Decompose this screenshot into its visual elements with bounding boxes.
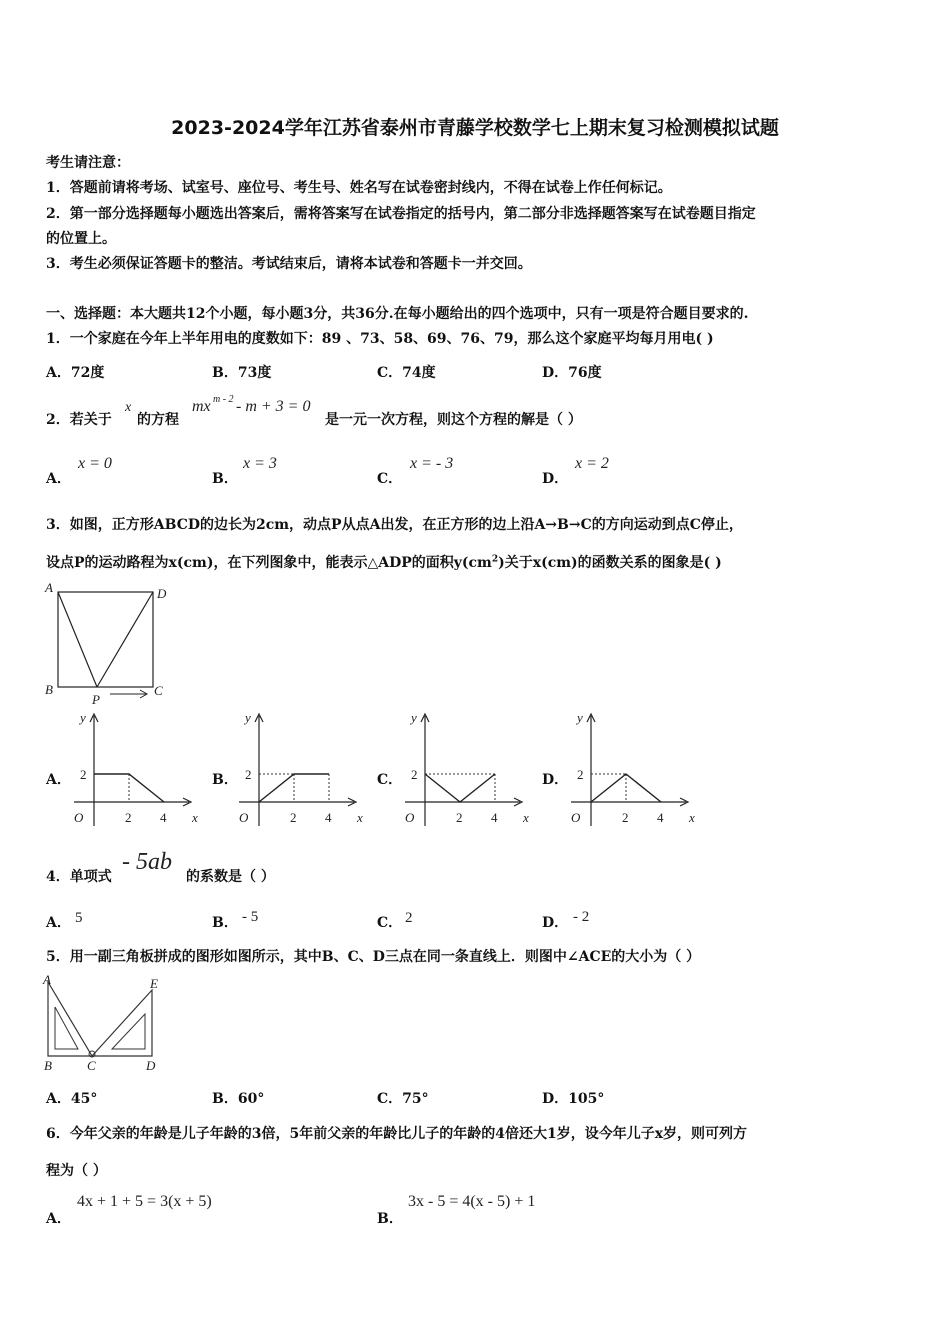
question-3-line1: 3．如图，正方形ABCD的边长为2cm，动点P从点A出发，在正方形的边上沿A→B→C的方向运动到点C停止， [46,517,743,533]
q4-option-c-value: 2 [405,910,413,926]
q2-option-a[interactable]: A． [46,471,71,487]
fig-label-c: C [87,1058,96,1073]
q3-square-figure [40,582,180,707]
q2-option-c-value: x = - 3 [410,455,454,472]
q1-option-c[interactable]: C．74度 [377,365,436,381]
y-axis-label: y [411,710,417,725]
question-2-stem-c: 是一元一次方程，则这个方程的解是（ ） [325,412,582,428]
question-6-line1: 6．今年父亲的年龄是儿子年龄的3倍，5年前父亲的年龄比儿子的年龄的4倍还大1岁，设今年儿子x岁，则可列方 [46,1126,748,1142]
notice-item: 1．答题前请将考场、试室号、座位号、考生号、姓名写在试卷密封线内，不得在试卷上作任何标记。 [46,180,672,196]
square-label-b: B [45,682,53,697]
question-1-stem: 1．一个家庭在今年上半年用电的度数如下：89 、73、58、69、76、79，那么这个家庭平均每月用电( ) [46,331,714,347]
q6-option-a-value: 4x + 1 + 5 = 3(x + 5) [77,1193,212,1210]
q5-option-c[interactable]: C．75° [377,1091,429,1107]
y-axis-label: y [245,710,251,725]
x-tick-label: 4 [325,810,332,825]
q1-option-d[interactable]: D．76度 [542,365,602,381]
question-4-stem-a: 4．单项式 [46,869,112,885]
q1-option-b[interactable]: B．73度 [212,365,272,381]
q6-option-b-value: 3x - 5 = 4(x - 5) + 1 [408,1193,536,1210]
q5-option-b[interactable]: B．60° [212,1091,265,1107]
q2-variable: x [125,400,132,415]
q3-option-b[interactable]: B． [212,772,238,788]
x-tick-label: 2 [290,810,297,825]
q2-equation-exponent: m - 2 [213,394,234,405]
q2-option-b[interactable]: B． [212,471,238,487]
x-axis-label: x [523,810,529,825]
page-title: 2023-2024学年江苏省泰州市青藤学校数学七上期末复习检测模拟试题 [171,117,779,139]
y-tick-label: 2 [577,767,584,782]
y-tick-label: 2 [411,767,418,782]
q3-option-c[interactable]: C． [377,772,403,788]
x-tick-label: 4 [491,810,498,825]
function-line [425,774,495,802]
q5-option-a[interactable]: A．45° [46,1091,98,1107]
x-tick-label: 2 [456,810,463,825]
square-label-d: D [157,586,167,601]
q2-option-a-value: x = 0 [78,455,112,472]
q6-option-b[interactable]: B． [377,1211,403,1227]
y-axis-label: y [80,710,86,725]
square-label-a: A [45,580,53,595]
q5-triangle-figure [40,972,170,1072]
x-tick-label: 2 [125,810,132,825]
q3-superscript: 2 [491,554,499,565]
q2-equation-base: mx [192,398,211,415]
q4-expression: - 5ab [122,849,172,875]
q3-line2-part-a: 设点P的运动路程为x(cm)，在下列图象中，能表示△ADP的面积y(cm [46,555,492,571]
origin-label: O [571,810,581,825]
fig-label-d: D [146,1058,156,1073]
fig-label-a: A [43,972,51,987]
q2-option-b-value: x = 3 [243,455,277,472]
origin-label: O [239,810,249,825]
q4-option-c[interactable]: C． [377,915,403,931]
question-5-stem: 5．用一副三角板拼成的图形如图所示，其中B、C、D三点在同一条直线上．则图中∠ACE的大小为（ ） [46,949,701,965]
question-2-stem-a: 2．若关于 [46,412,112,428]
q3-option-d[interactable]: D． [542,772,569,788]
fig-label-b: B [44,1058,52,1073]
notice-item: 的位置上。 [46,231,116,247]
x-tick-label: 2 [622,810,629,825]
q3-graph-a [68,708,208,833]
q4-option-d[interactable]: D． [542,915,569,931]
q1-option-a[interactable]: A．72度 [46,365,105,381]
q2-equation-tail: - m + 3 = 0 [236,398,311,415]
question-3-line2 [46,552,722,572]
square-label-p: P [92,692,100,707]
q3-graph-d [565,708,705,833]
x-axis-label: x [357,810,363,825]
q3-line2-part-b: )关于x(cm)的函数关系的图象是( ) [498,555,722,571]
section-heading: 一、选择题：本大题共12个小题，每小题3分，共36分.在每小题给出的四个选项中，只有一项是符合题目要求的. [46,306,749,322]
q4-option-a-value: 5 [75,910,83,926]
y-axis-label: y [577,710,583,725]
y-tick-label: 2 [80,767,87,782]
q4-option-b-value: - 5 [242,909,259,925]
q2-option-c[interactable]: C． [377,471,403,487]
q4-option-d-value: - 2 [573,909,590,925]
q6-option-a[interactable]: A． [46,1211,71,1227]
question-4-stem-b: 的系数是（ ） [186,869,275,885]
q4-option-a[interactable]: A． [46,915,71,931]
q3-graph-b [233,708,373,833]
x-tick-label: 4 [160,810,167,825]
origin-label: O [74,810,84,825]
square-label-c: C [154,683,163,698]
q2-option-d-value: x = 2 [575,455,609,472]
q3-graph-c [399,708,539,833]
y-tick-label: 2 [245,767,252,782]
x-axis-label: x [689,810,695,825]
fig-label-e: E [150,976,158,991]
q3-option-a[interactable]: A． [46,772,71,788]
notice-heading: 考生请注意： [46,155,130,171]
q4-option-b[interactable]: B． [212,915,238,931]
question-6-line2: 程为（ ） [46,1163,107,1179]
notice-item: 2．第一部分选择题每小题选出答案后，需将答案写在试卷指定的括号内，第二部分非选择题答案写在试卷题目指定 [46,206,756,222]
x-axis-label: x [192,810,198,825]
q2-option-d[interactable]: D． [542,471,569,487]
origin-label: O [405,810,415,825]
notice-item: 3．考生必须保证答题卡的整洁。考试结束后，请将本试卷和答题卡一并交回。 [46,256,532,272]
x-tick-label: 4 [657,810,664,825]
q5-option-d[interactable]: D．105° [542,1091,605,1107]
question-2-stem-b: 的方程 [137,412,179,428]
